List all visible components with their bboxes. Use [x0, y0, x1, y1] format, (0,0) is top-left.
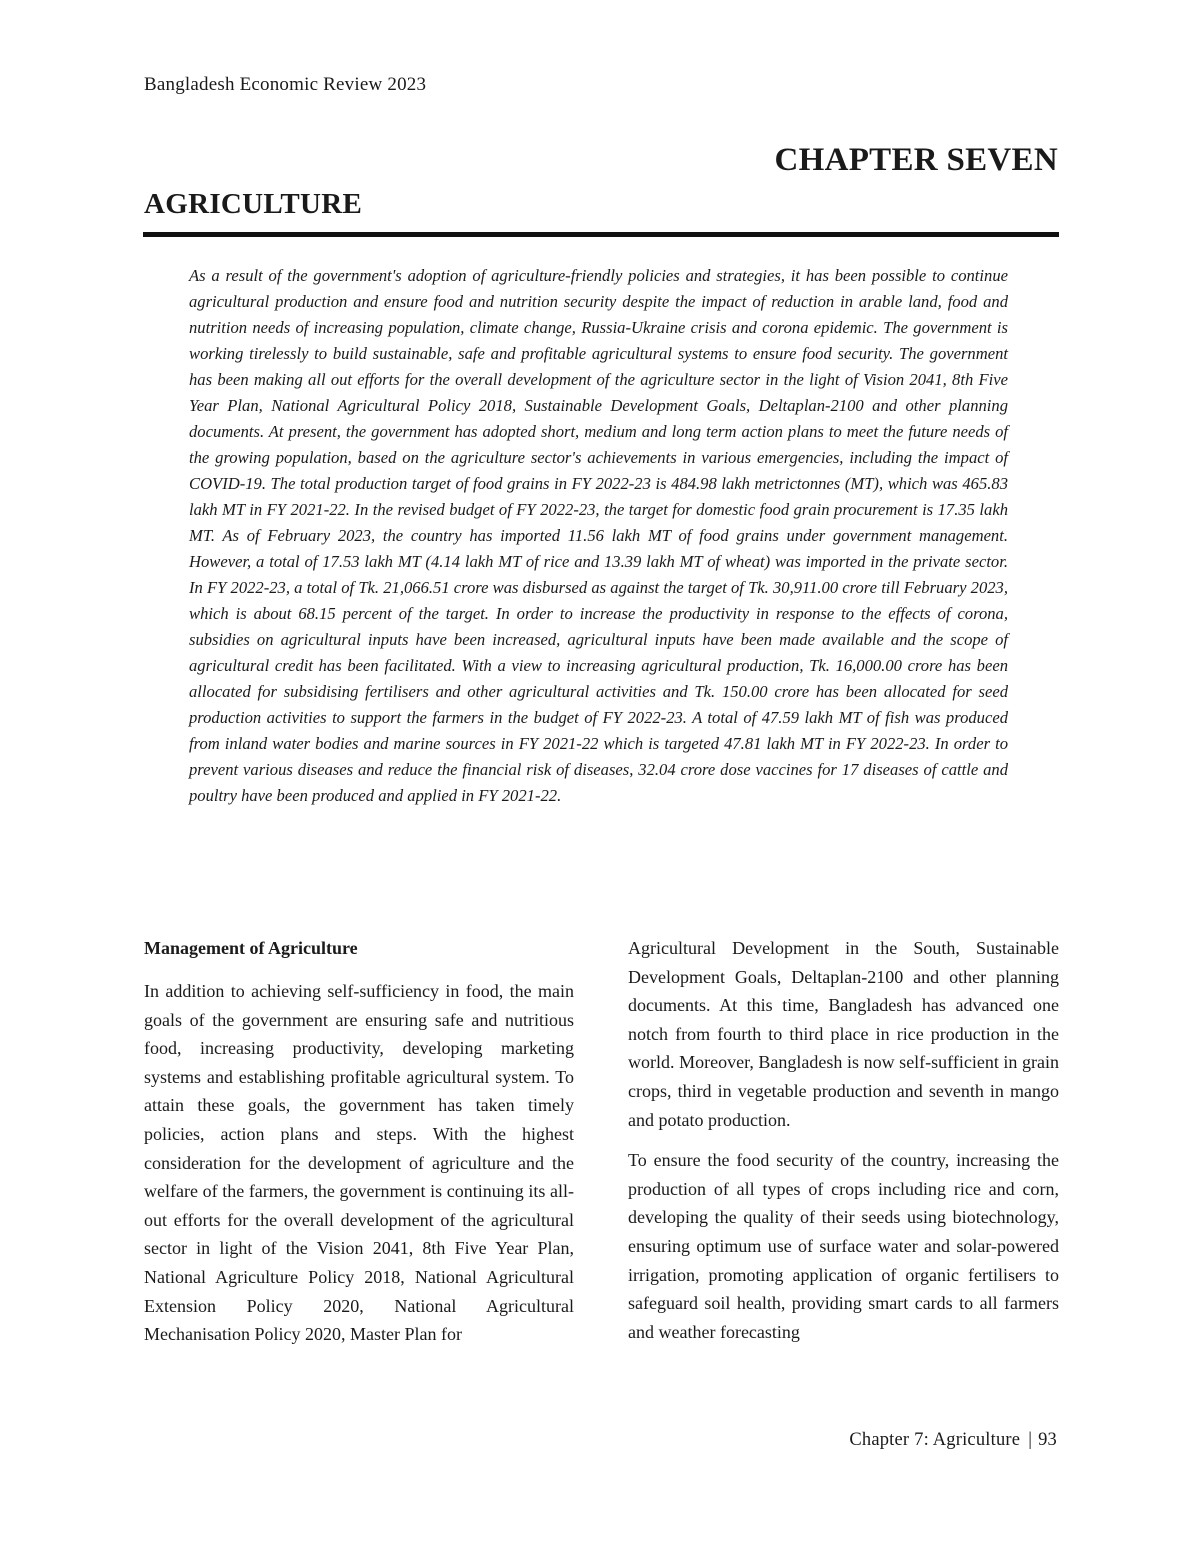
chapter-abstract: As a result of the government's adoption of agriculture-friendly policies and strategies, it has been possible to continue agricultural production and ensure food and nutrition security despite the impact of reduction in arable land, food and nutrition needs of increasing population, climate change, Russia-Ukraine crisis and corona epidemic. The government is working tirelessly to build sustainable, safe and profitable agricultural systems to ensure food security. The government has been making all out efforts for the overall development of the agriculture sector in the light of Vision 2041, 8th Five Year Plan, National Agricultural Policy 2018, Sustainable Development Goals, Deltaplan-2100 and other planning documents. At present, the government has adopted short, medium and long term action plans to meet the future needs of the growing population, based on the agriculture sector's achievements in various emergencies, including the impact of COVID-19. The total production target of food grains in FY 2022-23 is 484.98 lakh metrictonnes (MT), which was 465.83 lakh MT in FY 2021-22. In the revised budget of FY 2022-23, the target for domestic food grain procurement is 17.35 lakh MT. As of February 2023, the country has imported 11.56 lakh MT of food grains under government management. However, a total of 17.53 lakh MT (4.14 lakh MT of rice and 13.39 lakh MT of wheat) was imported in the private sector. In FY 2022-23, a total of Tk. 21,066.51 crore was disbursed as against the target of Tk. 30,911.00 crore till February 2023, which is about 68.15 percent of the target. In order to increase the productivity in response to the effects of corona, subsidies on agricultural inputs have been increased, agricultural inputs have been made available and the scope of agricultural credit has been facilitated. With a view to increasing agricultural production, Tk. 16,000.00 crore has been allocated for subsidising fertilisers and other agricultural activities and Tk. 150.00 crore has been allocated for seed production activities to support the farmers in the budget of FY 2022-23. A total of 47.59 lakh MT of fish was produced from inland water bodies and marine sources in FY 2021-22 which is targeted 47.81 lakh MT in FY 2022-23. In order to prevent various diseases and reduce the financial risk of diseases, 32.04 crore dose vaccines for 17 diseases of cattle and poultry have been produced and applied in FY 2021-22. — [189, 266, 1008, 805]
footer-chapter-label: Chapter 7: Agriculture — [849, 1430, 1021, 1450]
body-paragraph: To ensure the food security of the country, increasing the production of all types of crops including rice and corn, developing the quality of their seeds using biotechnology, ensuring optimum use of surface water and solar-powered irrigation, promoting application of organic fertilisers to safeguard soil health, providing smart cards to all farmers and weather forecasting — [628, 1150, 1059, 1342]
right-column — [628, 934, 1059, 1358]
chapter-number: CHAPTER SEVEN — [774, 142, 1058, 178]
body-paragraph: Agricultural Development in the South, Sustainable Development Goals, Deltaplan-2100 and other planning documents. At this time, Bangladesh has advanced one notch from fourth to third place in rice production in the world. Moreover, Bangladesh is now self-sufficient in grain crops, third in vegetable production and seventh in mango and potato production. — [628, 938, 1059, 1130]
footer-separator: | — [1028, 1430, 1033, 1450]
running-header: Bangladesh Economic Review 2023 — [144, 74, 427, 95]
page-number: 93 — [1038, 1430, 1057, 1450]
title-divider — [143, 232, 1059, 237]
page-footer — [849, 1430, 1057, 1451]
body-paragraph: In addition to achieving self-sufficiency in food, the main goals of the government are ensuring safe and nutritious food, increasing productivity, developing marketing systems and establishing profitable agricultural system. To attain these goals, the government has taken timely policies, action plans and steps. With the highest consideration for the development of agriculture and the welfare of the farmers, the government is continuing its all-out efforts for the overall development of the agricultural sector in light of the Vision 2041, 8th Five Year Plan, National Agriculture Policy 2018, National Agricultural Extension Policy 2020, National Agricultural Mechanisation Policy 2020, Master Plan for — [144, 981, 574, 1345]
left-column — [144, 934, 574, 1361]
section-heading: Management of Agriculture — [144, 938, 358, 958]
chapter-title: AGRICULTURE — [144, 188, 363, 220]
